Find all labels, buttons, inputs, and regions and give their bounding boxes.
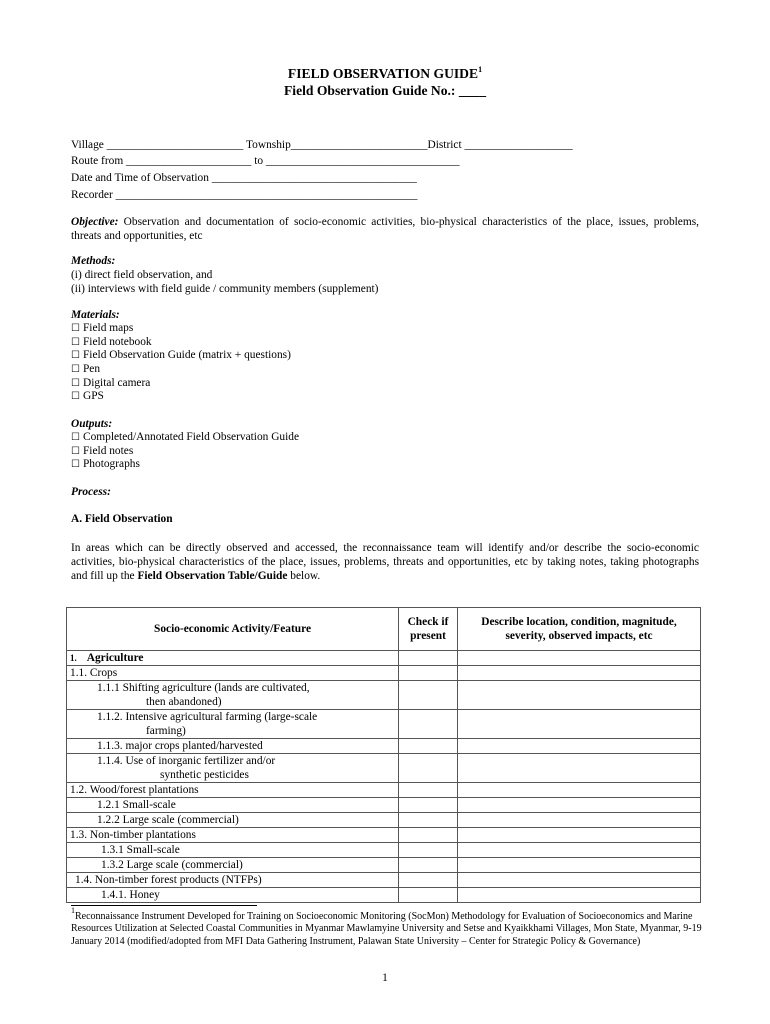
objective-section (71, 215, 699, 243)
material-item: ☐ Digital camera (71, 377, 151, 389)
describe-cell[interactable] (458, 873, 701, 888)
check-cell[interactable] (399, 754, 458, 783)
table-row (67, 666, 701, 681)
table-row (67, 681, 701, 710)
table-row (67, 798, 701, 813)
check-cell[interactable] (399, 666, 458, 681)
check-cell[interactable] (399, 681, 458, 710)
describe-cell[interactable] (458, 783, 701, 798)
material-item: ☐ GPS (71, 390, 104, 402)
check-cell[interactable] (399, 828, 458, 843)
check-cell[interactable] (399, 739, 458, 754)
process-label: Process: (71, 486, 111, 498)
row-label: 1.1.1 Shifting agriculture (lands are cultivated, then abandoned) (67, 681, 399, 710)
materials-label: Materials: (71, 309, 120, 321)
checkbox-icon[interactable]: ☐ (71, 378, 80, 389)
table-row (67, 873, 701, 888)
date-time-field[interactable]: Date and Time of Observation ____________________________________ (71, 172, 417, 184)
checkbox-icon[interactable]: ☐ (71, 391, 80, 402)
row-label: 1.1.3. major crops planted/harvested (67, 739, 399, 754)
row-label: 1.1.2. Intensive agricultural farming (large-scale farming) (67, 710, 399, 739)
describe-cell[interactable] (458, 858, 701, 873)
describe-cell[interactable] (458, 843, 701, 858)
check-cell[interactable] (399, 783, 458, 798)
checkbox-icon[interactable]: ☐ (71, 364, 80, 375)
output-item: ☐ Completed/Annotated Field Observation Guide (71, 431, 300, 443)
describe-cell[interactable] (458, 828, 701, 843)
checkbox-icon[interactable]: ☐ (71, 459, 80, 470)
method-item: (i) direct field observation, and (71, 269, 213, 281)
check-cell[interactable] (399, 888, 458, 903)
check-cell[interactable] (399, 858, 458, 873)
describe-cell[interactable] (458, 754, 701, 783)
material-item: ☐ Field maps (71, 322, 134, 334)
row-label: 1.4. Non-timber forest products (NTFPs) (67, 873, 399, 888)
method-item: (ii) interviews with field guide / community members (supplement) (71, 283, 379, 295)
checkbox-icon[interactable]: ☐ (71, 446, 80, 457)
describe-cell[interactable] (458, 739, 701, 754)
page-number: 1 (382, 972, 388, 984)
observation-table (66, 607, 701, 903)
check-cell[interactable] (399, 813, 458, 828)
footnote-separator (71, 905, 257, 906)
check-cell[interactable] (399, 873, 458, 888)
describe-cell[interactable] (458, 666, 701, 681)
table-header-row (67, 608, 701, 651)
footnote-ref[interactable]: 1 (478, 65, 483, 74)
check-cell[interactable] (399, 843, 458, 858)
header-describe: Describe location, condition, magnitude, severity, observed impacts, etc (458, 608, 701, 651)
row-label: 1.4.1. Honey (67, 888, 399, 903)
describe-cell[interactable] (458, 888, 701, 903)
row-label: 1.2. Wood/forest plantations (67, 783, 399, 798)
material-item: ☐ Pen (71, 363, 101, 375)
output-item: ☐ Photographs (71, 458, 140, 470)
output-item: ☐ Field notes (71, 445, 134, 457)
objective-label: Objective: (71, 216, 119, 228)
table-row (67, 739, 701, 754)
describe-cell[interactable] (458, 798, 701, 813)
header-activity: Socio-economic Activity/Feature (67, 608, 399, 651)
row-label: 1.3.2 Large scale (commercial) (67, 858, 399, 873)
village-township-district-field[interactable]: Village ________________________ Township________________________District ___________________ (71, 139, 573, 151)
material-item: ☐ Field Observation Guide (matrix + questions) (71, 349, 291, 361)
checkbox-icon[interactable]: ☐ (71, 337, 80, 348)
row-label: 1.1.4. Use of inorganic fertilizer and/or synthetic pesticides (67, 754, 399, 783)
objective-text: Observation and documentation of socio-economic activities, bio-physical characteristics of the place, issues, problems, threats and opportunities, etc (71, 216, 699, 242)
section-a-heading: A. Field Observation (71, 513, 173, 525)
describe-cell[interactable] (458, 651, 701, 666)
page-title: FIELD OBSERVATION GUIDE$^1$ (287, 65, 483, 81)
table-row (67, 813, 701, 828)
table-row (67, 843, 701, 858)
table-row (67, 888, 701, 903)
row-agriculture: 1. Agriculture (67, 651, 399, 666)
row-label: 1.1. Crops (67, 666, 399, 681)
material-item: ☐ Field notebook (71, 336, 152, 348)
row-label: 1.2.2 Large scale (commercial) (67, 813, 399, 828)
checkbox-icon[interactable]: ☐ (71, 432, 80, 443)
process-paragraph: In areas which can be directly observed and accessed, the reconnaissance team will identify and/or describe the socio-economic activities, bio-physical characteristics of the place, issues, problems, threats and opportunities, etc by taking notes, taking photographs and fill up the Field Observation Table/Guide below. (71, 542, 699, 582)
check-cell[interactable] (399, 798, 458, 813)
row-label: 1.2.1 Small-scale (67, 798, 399, 813)
row-label: 1.3.1 Small-scale (67, 843, 399, 858)
guide-number: Field Observation Guide No.: ____ (283, 83, 487, 98)
describe-cell[interactable] (458, 813, 701, 828)
table-row (67, 754, 701, 783)
table-row (67, 783, 701, 798)
row-label: 1.3. Non-timber plantations (67, 828, 399, 843)
table-row (67, 828, 701, 843)
table-row (67, 651, 701, 666)
checkbox-icon[interactable]: ☐ (71, 323, 80, 334)
header-check: Check if present (399, 608, 458, 651)
checkbox-icon[interactable]: ☐ (71, 350, 80, 361)
table-row (67, 858, 701, 873)
footnote-number: 1 (71, 906, 75, 915)
recorder-field[interactable]: Recorder _____________________________________________________ (71, 189, 418, 201)
check-cell[interactable] (399, 710, 458, 739)
describe-cell[interactable] (458, 710, 701, 739)
table-row (67, 710, 701, 739)
check-cell[interactable] (399, 651, 458, 666)
outputs-label: Outputs: (71, 418, 113, 430)
methods-label: Methods: (71, 255, 116, 267)
footnote-text: Reconnaissance Instrument Developed for Training on Socioeconomic Monitoring (SocMon) Methodology for Evaluation of Socioeconomics and Marine Resources Utilization at Selected Coastal Communities in Myanmar Mawlamyine University and Setse and Kyaikkhami Villages, Mon State, Myanmar, 9-19 January 2014 (modified/adopted from MFI Data Gathering Instrument, Palawan State University – Center for Strategic Policy & Governance) (71, 911, 702, 947)
route-field[interactable]: Route from ______________________ to __________________________________ (71, 155, 460, 167)
describe-cell[interactable] (458, 681, 701, 710)
footnote (71, 906, 711, 948)
